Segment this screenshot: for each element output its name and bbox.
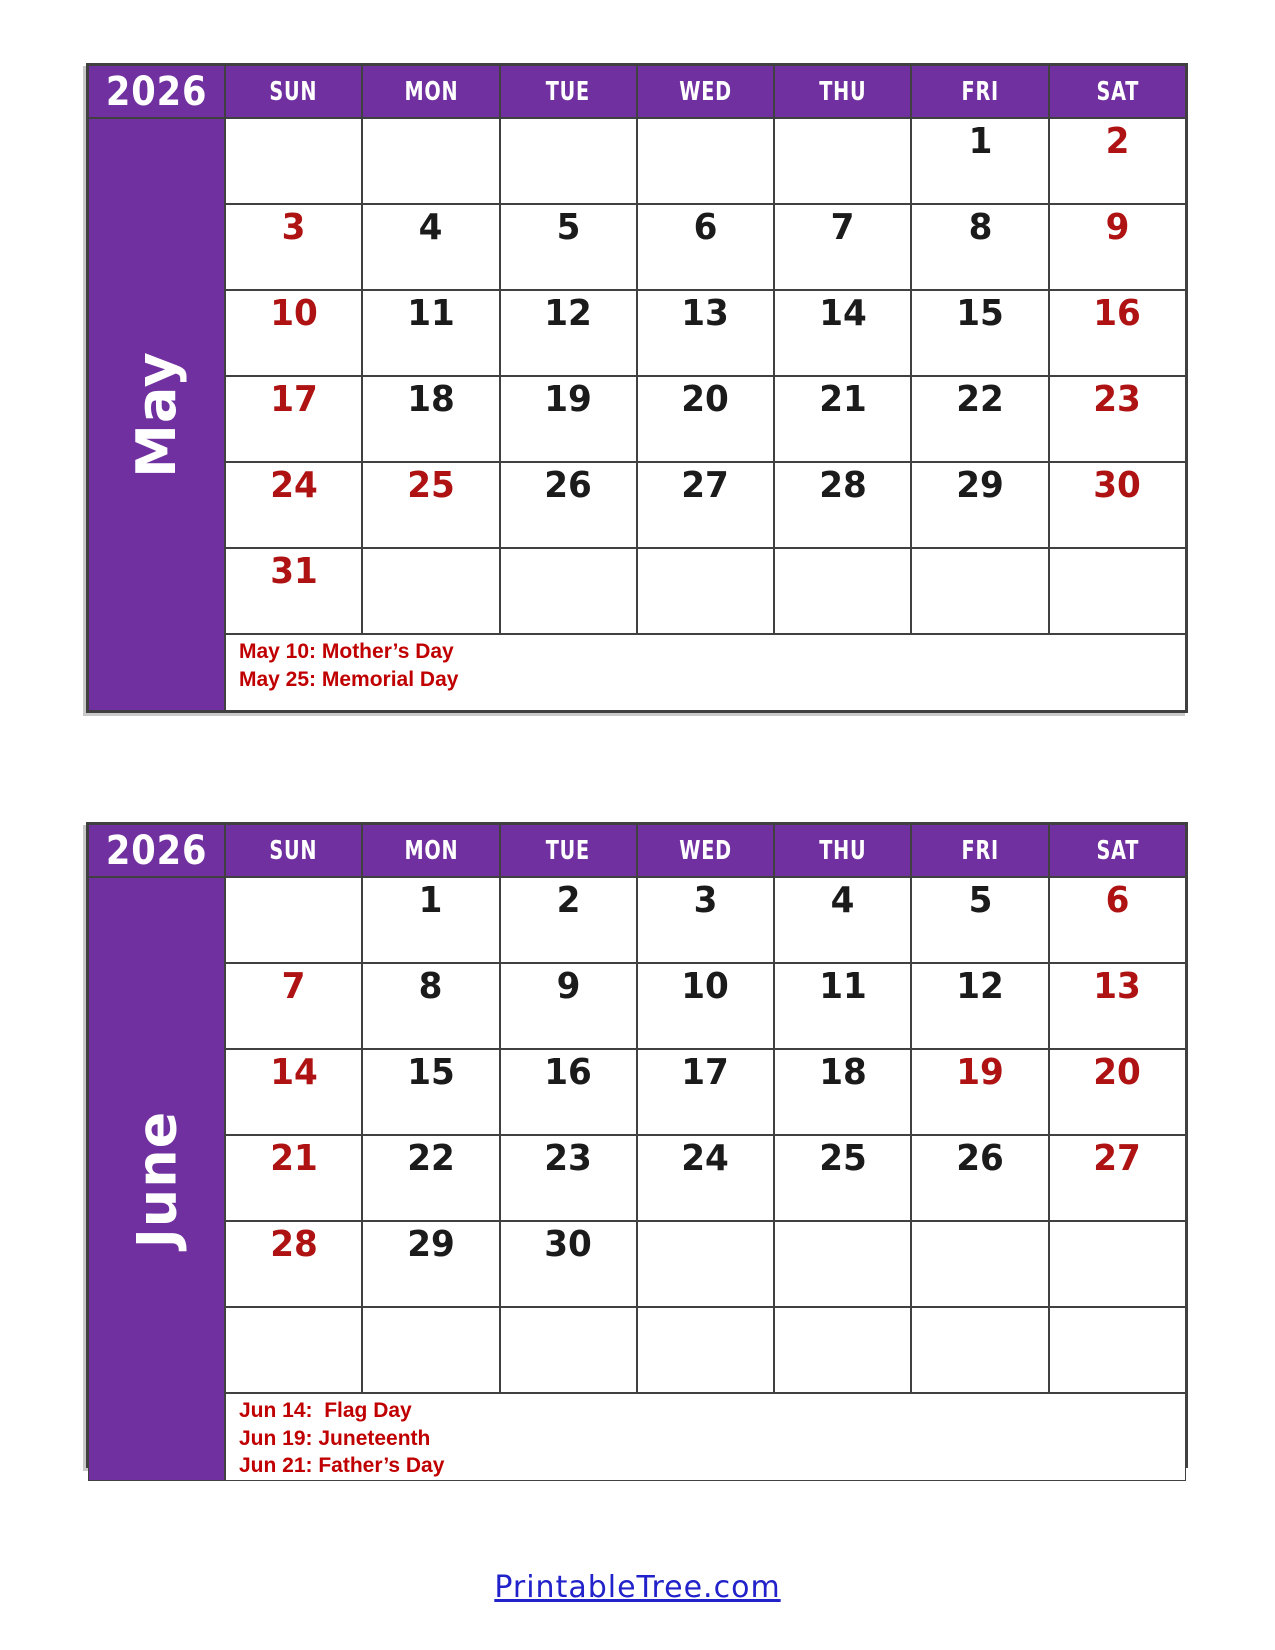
date-number: 16 — [1093, 293, 1142, 334]
weekday-header-fri — [911, 824, 1048, 877]
date-may-22 — [911, 376, 1048, 462]
date-number: 27 — [681, 465, 730, 506]
holiday-note: Jun 14: Flag Day — [239, 1399, 412, 1422]
month-sidebar-june — [88, 877, 225, 1481]
date-cell-empty — [1049, 1307, 1186, 1393]
date-june-16 — [500, 1049, 637, 1135]
date-june-26 — [911, 1135, 1048, 1221]
date-may-20 — [637, 376, 774, 462]
date-may-15 — [911, 290, 1048, 376]
date-june-19 — [911, 1049, 1048, 1135]
weekday-label: WED — [679, 835, 732, 866]
date-june-21 — [225, 1135, 362, 1221]
date-may-19 — [500, 376, 637, 462]
weekday-header-sat — [1049, 65, 1186, 118]
date-may-24 — [225, 462, 362, 548]
year-header-cell — [88, 65, 225, 118]
date-june-15 — [362, 1049, 499, 1135]
date-may-18 — [362, 376, 499, 462]
date-number: 6 — [693, 207, 718, 248]
date-number: 24 — [269, 465, 318, 506]
date-number: 1 — [419, 880, 443, 921]
weekday-header-fri — [911, 65, 1048, 118]
date-number: 8 — [968, 207, 992, 248]
date-june-12 — [911, 963, 1048, 1049]
date-number: 12 — [956, 966, 1004, 1007]
date-cell-empty — [911, 1307, 1048, 1393]
date-june-8 — [362, 963, 499, 1049]
weekday-label: THU — [819, 76, 867, 107]
date-may-11 — [362, 290, 499, 376]
date-number: 26 — [544, 465, 592, 506]
date-number: 5 — [556, 207, 581, 248]
weekday-label: SUN — [269, 835, 318, 866]
date-cell-empty — [911, 548, 1048, 634]
date-cell-empty — [637, 1221, 774, 1307]
date-number: 21 — [269, 1138, 318, 1179]
date-number: 23 — [1093, 379, 1142, 420]
weekday-label: MON — [404, 835, 458, 866]
holiday-note: May 10: Mother’s Day — [239, 640, 454, 663]
date-may-17 — [225, 376, 362, 462]
date-cell-empty — [774, 1307, 911, 1393]
date-may-12 — [500, 290, 637, 376]
date-number: 14 — [818, 293, 867, 334]
date-june-17 — [637, 1049, 774, 1135]
date-may-26 — [500, 462, 637, 548]
date-cell-empty — [774, 118, 911, 204]
date-number: 18 — [818, 1052, 867, 1093]
weekday-header-sun — [225, 824, 362, 877]
date-number: 9 — [1105, 207, 1130, 248]
date-june-24 — [637, 1135, 774, 1221]
date-number: 30 — [1093, 465, 1142, 506]
date-may-27 — [637, 462, 774, 548]
date-june-18 — [774, 1049, 911, 1135]
weekday-header-thu — [774, 824, 911, 877]
date-may-8 — [911, 204, 1048, 290]
weekday-label: WED — [679, 76, 732, 107]
date-may-31 — [225, 548, 362, 634]
date-june-10 — [637, 963, 774, 1049]
date-number: 23 — [544, 1138, 592, 1179]
date-may-2 — [1049, 118, 1186, 204]
weekday-header-tue — [500, 824, 637, 877]
calendar-may-2026 — [86, 63, 1188, 713]
date-number: 2 — [1105, 121, 1130, 162]
date-may-13 — [637, 290, 774, 376]
weekday-label: TUE — [546, 76, 591, 107]
calendar-grid-june — [86, 822, 1188, 1478]
date-number: 19 — [544, 379, 592, 420]
date-number: 11 — [407, 293, 455, 334]
date-june-14 — [225, 1049, 362, 1135]
date-june-25 — [774, 1135, 911, 1221]
date-number: 27 — [1093, 1138, 1142, 1179]
date-number: 29 — [407, 1224, 455, 1265]
holiday-note: Jun 19: Juneteenth — [239, 1426, 431, 1450]
date-number: 18 — [407, 379, 455, 420]
date-cell-empty — [774, 1221, 911, 1307]
date-june-27 — [1049, 1135, 1186, 1221]
date-number: 1 — [968, 121, 992, 162]
date-may-3 — [225, 204, 362, 290]
holiday-note: May 25: Memorial Day — [239, 667, 459, 691]
calendar-june-2026 — [86, 822, 1188, 1478]
date-number: 10 — [269, 293, 318, 334]
date-number: 31 — [269, 551, 318, 592]
date-june-13 — [1049, 963, 1186, 1049]
date-cell-empty — [225, 877, 362, 963]
weekday-label: MON — [404, 76, 458, 107]
holiday-notes-may — [225, 634, 1186, 711]
date-cell-empty — [362, 118, 499, 204]
holiday-note: Jun 21: Father’s Day — [239, 1454, 445, 1478]
date-may-4 — [362, 204, 499, 290]
date-number: 30 — [544, 1224, 592, 1265]
date-number: 10 — [681, 966, 730, 1007]
month-label-june: June — [125, 1110, 189, 1248]
date-cell-empty — [500, 548, 637, 634]
date-cell-empty — [225, 118, 362, 204]
weekday-header-thu — [774, 65, 911, 118]
weekday-label: SUN — [269, 76, 318, 107]
weekday-header-wed — [637, 65, 774, 118]
date-number: 15 — [956, 293, 1004, 334]
date-cell-empty — [362, 1307, 499, 1393]
date-june-29 — [362, 1221, 499, 1307]
date-june-23 — [500, 1135, 637, 1221]
date-number: 20 — [1093, 1052, 1142, 1093]
footer — [0, 1570, 1275, 1605]
date-cell-empty — [500, 118, 637, 204]
date-may-14 — [774, 290, 911, 376]
date-may-16 — [1049, 290, 1186, 376]
date-june-4 — [774, 877, 911, 963]
date-number: 12 — [544, 293, 592, 334]
year-header-cell — [88, 824, 225, 877]
date-may-6 — [637, 204, 774, 290]
year-label: 2026 — [105, 827, 208, 874]
weekday-label: FRI — [961, 76, 999, 107]
date-number: 2 — [556, 880, 581, 921]
date-number: 16 — [544, 1052, 592, 1093]
month-label-may: May — [125, 351, 188, 478]
weekday-header-tue — [500, 65, 637, 118]
weekday-label: SAT — [1096, 76, 1139, 107]
date-cell-empty — [362, 548, 499, 634]
date-number: 8 — [419, 966, 443, 1007]
month-sidebar-may — [88, 118, 225, 711]
date-number: 3 — [281, 207, 306, 248]
date-number: 26 — [956, 1138, 1004, 1179]
date-june-9 — [500, 963, 637, 1049]
date-number: 4 — [830, 880, 855, 921]
date-number: 15 — [407, 1052, 455, 1093]
year-label: 2026 — [105, 68, 208, 115]
weekday-header-sun — [225, 65, 362, 118]
date-june-1 — [362, 877, 499, 963]
calendar-grid-may — [86, 63, 1188, 713]
date-cell-empty — [1049, 548, 1186, 634]
date-number: 17 — [269, 379, 318, 420]
date-number: 11 — [818, 966, 867, 1007]
date-may-9 — [1049, 204, 1186, 290]
date-may-21 — [774, 376, 911, 462]
date-number: 20 — [681, 379, 730, 420]
printabletree-link[interactable]: PrintableTree.com — [494, 1570, 781, 1605]
date-june-20 — [1049, 1049, 1186, 1135]
date-number: 25 — [818, 1138, 867, 1179]
weekday-header-mon — [362, 65, 499, 118]
date-cell-empty — [637, 1307, 774, 1393]
date-number: 13 — [1093, 966, 1142, 1007]
date-number: 29 — [956, 465, 1004, 506]
date-number: 25 — [407, 465, 455, 506]
date-number: 17 — [681, 1052, 730, 1093]
weekday-header-wed — [637, 824, 774, 877]
date-june-11 — [774, 963, 911, 1049]
date-may-1 — [911, 118, 1048, 204]
weekday-label: SAT — [1096, 835, 1139, 866]
date-june-5 — [911, 877, 1048, 963]
date-june-7 — [225, 963, 362, 1049]
date-june-28 — [225, 1221, 362, 1307]
date-may-23 — [1049, 376, 1186, 462]
date-may-5 — [500, 204, 637, 290]
date-cell-empty — [774, 548, 911, 634]
date-number: 5 — [968, 880, 992, 921]
date-number: 7 — [281, 966, 306, 1007]
date-may-29 — [911, 462, 1048, 548]
date-number: 9 — [556, 966, 581, 1007]
date-cell-empty — [225, 1307, 362, 1393]
date-june-22 — [362, 1135, 499, 1221]
date-cell-empty — [500, 1307, 637, 1393]
date-june-30 — [500, 1221, 637, 1307]
date-number: 13 — [681, 293, 730, 334]
date-number: 3 — [693, 880, 718, 921]
date-number: 22 — [956, 379, 1004, 420]
date-may-7 — [774, 204, 911, 290]
date-number: 14 — [269, 1052, 318, 1093]
date-june-3 — [637, 877, 774, 963]
date-cell-empty — [637, 118, 774, 204]
date-may-30 — [1049, 462, 1186, 548]
date-june-2 — [500, 877, 637, 963]
date-number: 6 — [1105, 880, 1130, 921]
date-number: 4 — [419, 207, 443, 248]
date-number: 28 — [269, 1224, 318, 1265]
date-number: 19 — [956, 1052, 1004, 1093]
date-number: 22 — [407, 1138, 455, 1179]
date-number: 28 — [818, 465, 867, 506]
date-cell-empty — [637, 548, 774, 634]
date-cell-empty — [911, 1221, 1048, 1307]
weekday-label: FRI — [961, 835, 999, 866]
weekday-label: TUE — [546, 835, 591, 866]
date-june-6 — [1049, 877, 1186, 963]
date-number: 24 — [681, 1138, 730, 1179]
weekday-label: THU — [819, 835, 867, 866]
date-cell-empty — [1049, 1221, 1186, 1307]
date-may-10 — [225, 290, 362, 376]
date-number: 7 — [830, 207, 855, 248]
holiday-notes-june — [225, 1393, 1186, 1481]
date-may-25 — [362, 462, 499, 548]
date-may-28 — [774, 462, 911, 548]
date-number: 21 — [818, 379, 867, 420]
weekday-header-sat — [1049, 824, 1186, 877]
weekday-header-mon — [362, 824, 499, 877]
